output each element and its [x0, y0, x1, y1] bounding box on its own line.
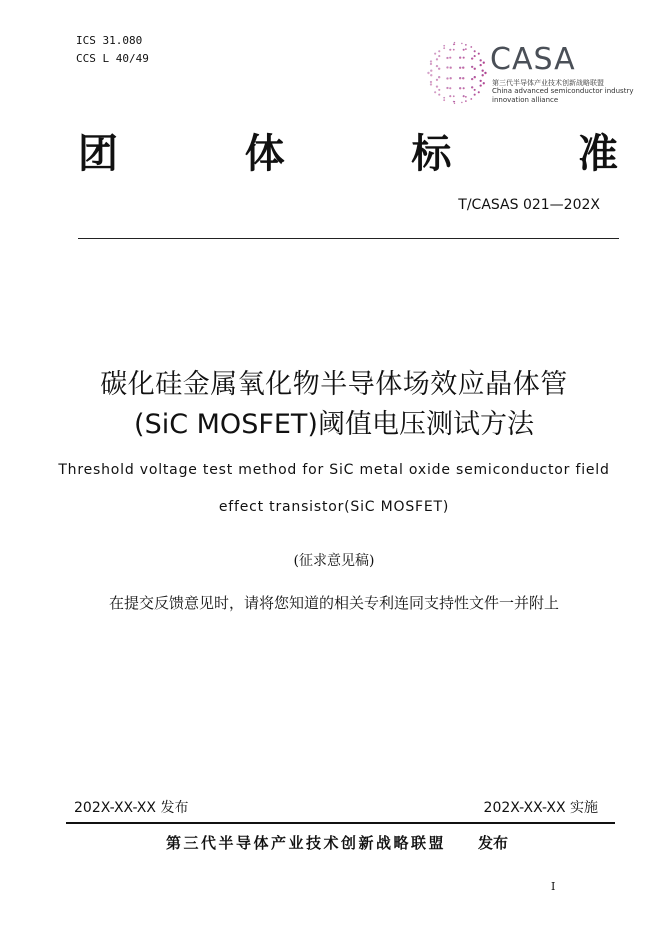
standard-type-char: 标 [411, 130, 452, 177]
casa-logo [424, 40, 634, 110]
ccs-code: CCS L 40/49 [76, 52, 149, 65]
footer-divider [66, 822, 615, 824]
header-divider [78, 238, 619, 239]
title-cn-line1: 碳化硅金属氧化物半导体场效应晶体管 [100, 369, 568, 400]
logo-name-en-line2: innovation alliance [492, 96, 559, 104]
standard-type-char: 准 [577, 130, 618, 177]
page-number: I [551, 880, 556, 893]
issue-date: 202X-XX-XX 发布 [74, 800, 189, 816]
publisher-name: 第三代半导体产业技术创新战略联盟 [166, 834, 447, 852]
standard-type-heading [78, 132, 618, 176]
publish-label: 发布 [478, 834, 509, 852]
patent-note: 在提交反馈意见时，请将您知道的相关专利连同支持性文件一并附上 [108, 594, 559, 612]
logo-wordmark: CASA [490, 42, 576, 77]
standard-type-char: 体 [244, 130, 285, 177]
standard-type-char: 团 [78, 130, 118, 177]
title-cn-line2: (SiC MOSFET)阈值电压测试方法 [134, 409, 534, 440]
ics-code: ICS 31.080 [76, 34, 143, 47]
dotted-sphere-icon [424, 40, 490, 106]
title-en-line1: Threshold voltage test method for SiC metal oxide semiconductor field [58, 462, 610, 478]
draft-status: (征求意见稿) [293, 553, 375, 569]
logo-name-en-line1: China advanced semiconductor industry [492, 87, 634, 95]
implementation-date: 202X-XX-XX 实施 [483, 800, 598, 816]
standard-number: T/CASAS 021—202X [458, 197, 600, 213]
title-en-line2: effect transistor(SiC MOSFET) [218, 499, 450, 515]
logo-name-cn: 第三代半导体产业技术创新战略联盟 [492, 79, 604, 87]
